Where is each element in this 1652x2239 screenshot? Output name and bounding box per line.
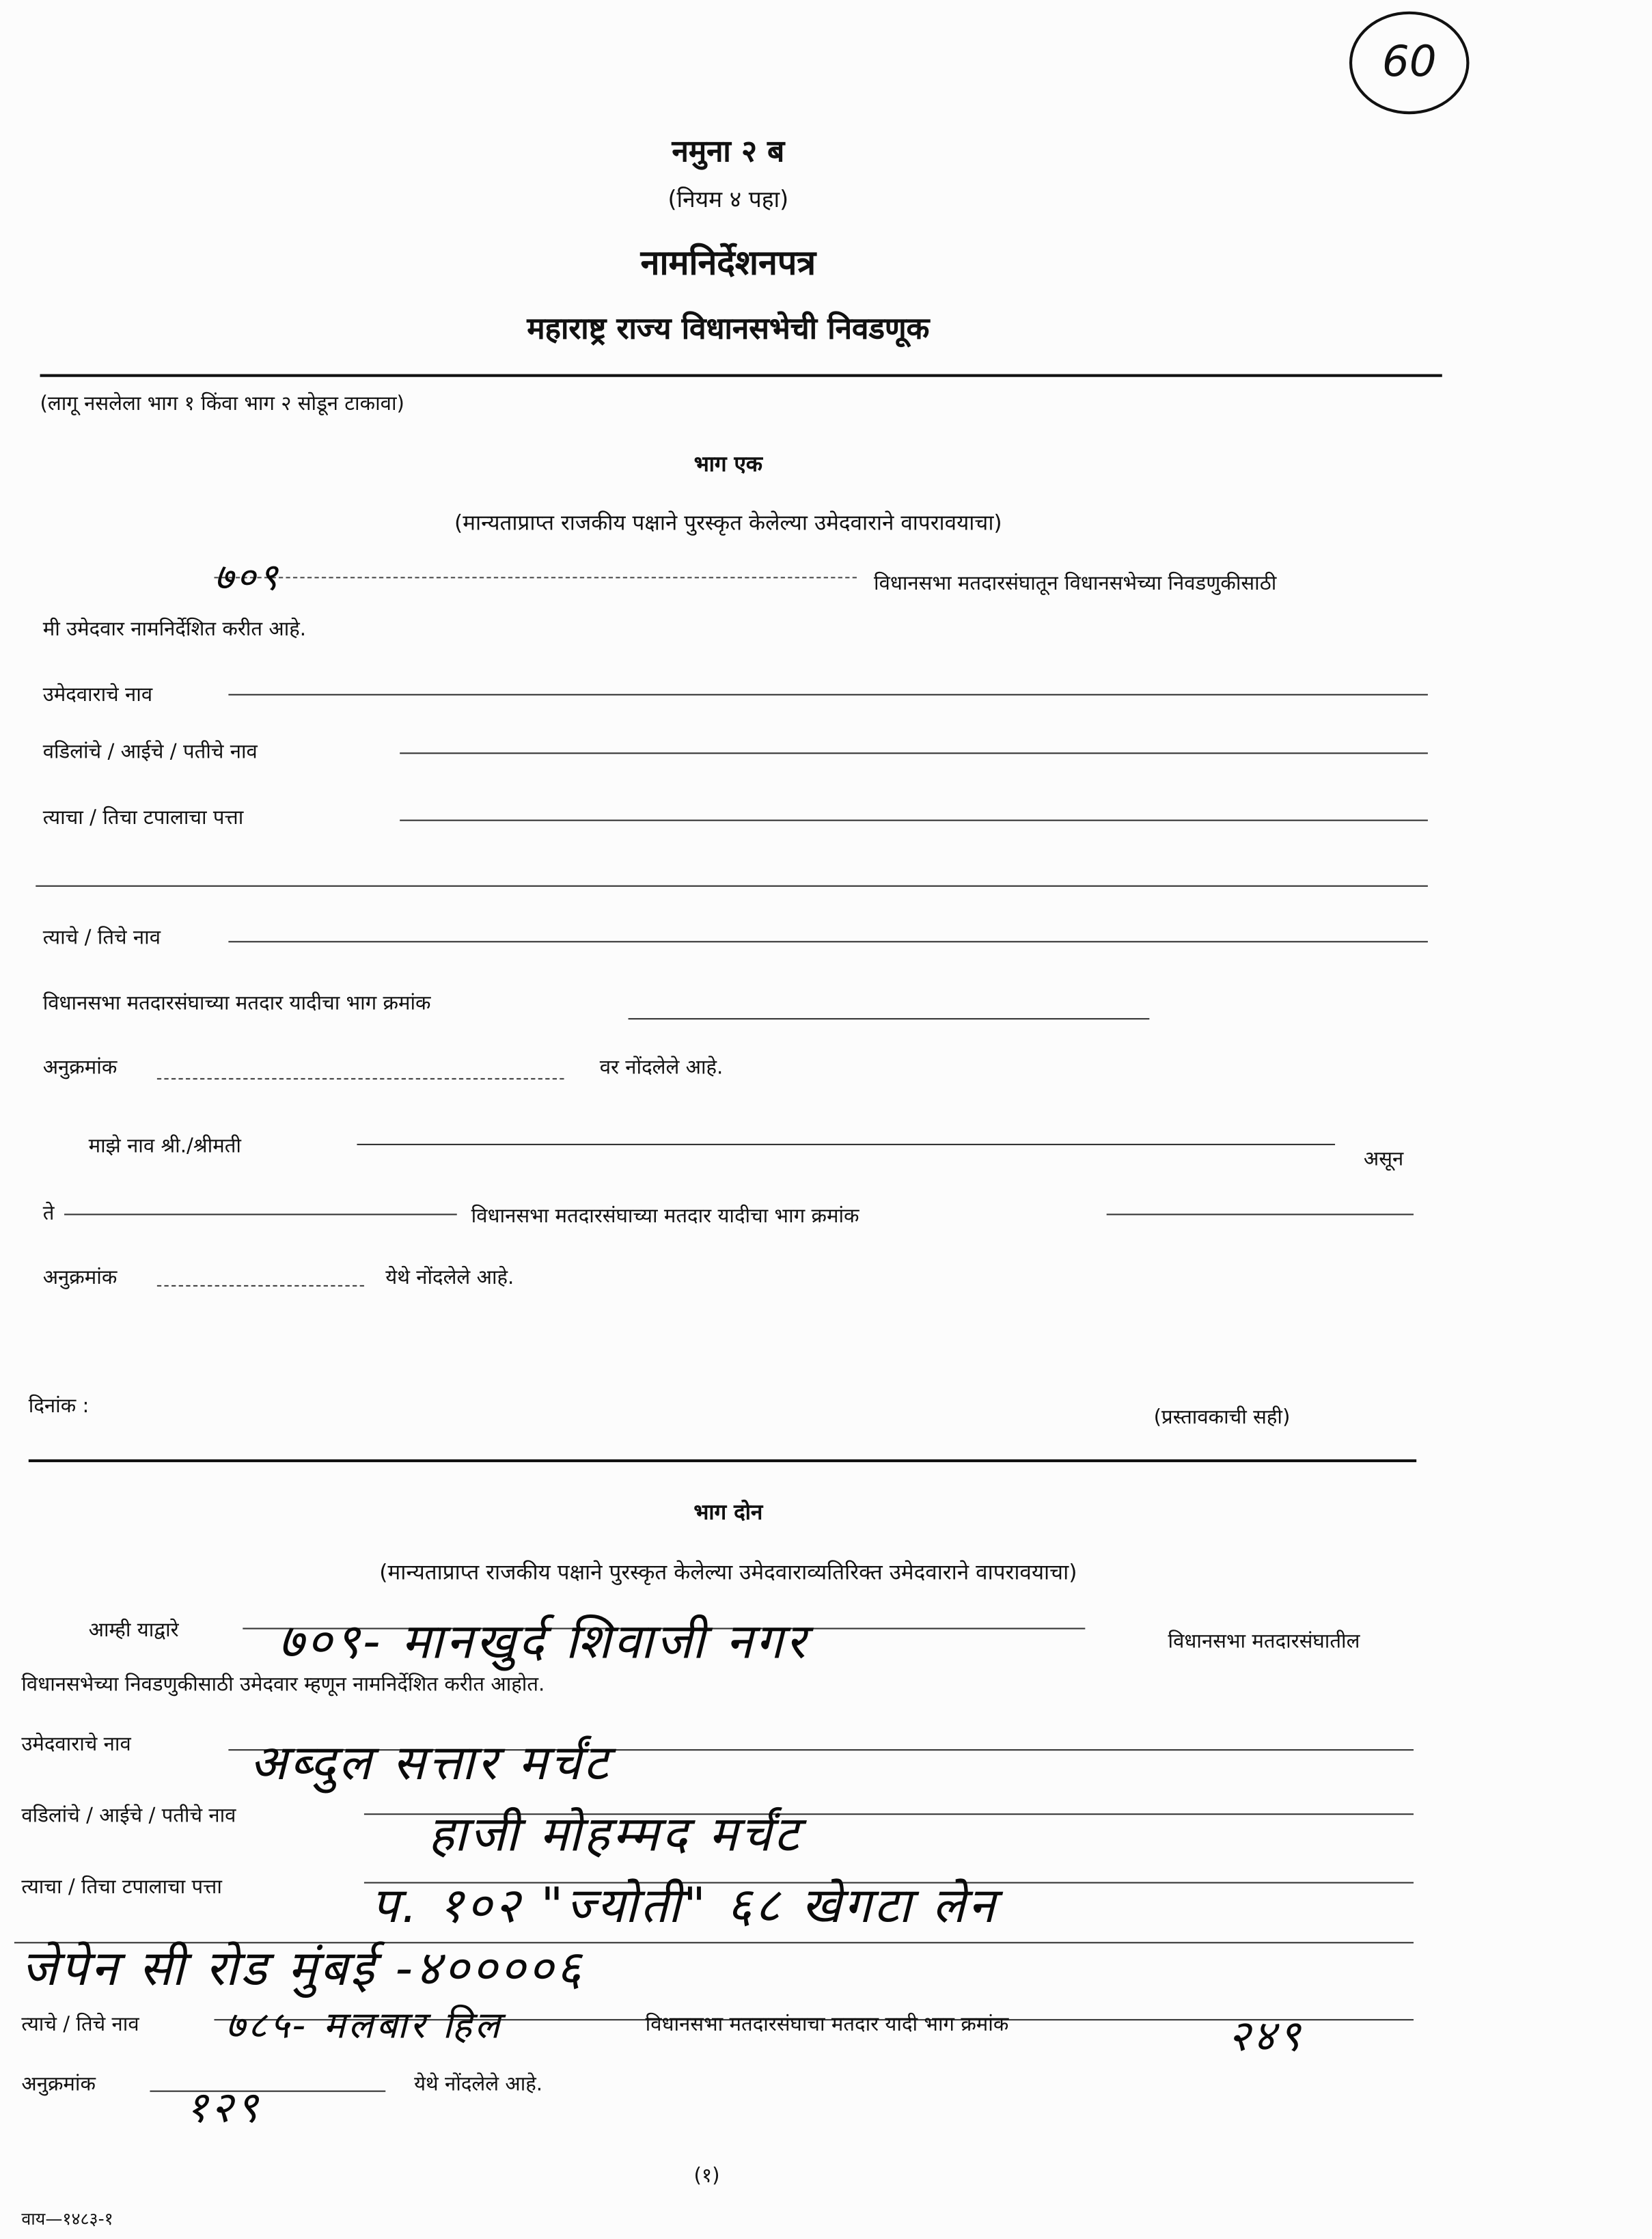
part2-roll-part-value: २४९ — [1228, 2011, 1304, 2062]
part1-serial-label: अनुक्रमांक — [42, 1056, 118, 1080]
part2-parent-name-label: वडिलांचे / आईचे / पतीचे नाव — [21, 1804, 236, 1828]
footer-page-number: (१) — [693, 2165, 720, 2188]
part2-candidate-name-label: उमेदवाराचे नाव — [21, 1733, 131, 1757]
part1-asun: असून — [1363, 1148, 1404, 1171]
rule-reference: (नियम ४ पहा) — [667, 185, 789, 213]
part1-nominate-line: मी उमेदवार नामनिर्देशित करीत आहे. — [42, 618, 307, 642]
part1-registered-at: वर नोंदलेले आहे. — [599, 1056, 724, 1080]
part2-candidate-name-value: अब्दुल सत्तार मर्चंट — [249, 1735, 611, 1792]
part1-address-label: त्याचा / तिचा टपालाचा पत्ता — [42, 806, 244, 830]
part1-my-name-field[interactable] — [357, 1144, 1335, 1145]
part1-address-field-2[interactable] — [36, 885, 1428, 887]
page-number-mark: 60 — [1381, 37, 1437, 87]
part1-te-field[interactable] — [64, 1213, 457, 1215]
part2-registered-here: येथे नोंदलेले आहे. — [414, 2073, 543, 2096]
part1-constituency-line — [214, 577, 856, 578]
instruction: (लागू नसलेला भाग १ किंवा भाग २ सोडून टाकावा) — [40, 392, 404, 416]
part1-registered-here: येथे नोंदलेले आहे. — [385, 1266, 514, 1290]
proposer-signature-label: (प्रस्तावकाची सही) — [1153, 1406, 1291, 1429]
part1-roll-part-label: विधानसभा मतदारसंघाच्या मतदार यादीचा भाग क्रमांक — [42, 992, 431, 1015]
part1-serial-field[interactable] — [157, 1078, 564, 1080]
part1-constituency-suffix: विधानसभा मतदारसंघातून विधानसभेच्या निवडणुकीसाठी — [874, 573, 1277, 596]
form-title: नामनिर्देशनपत्र — [640, 243, 816, 283]
part1-constituency-value: ७०९ — [214, 557, 281, 600]
part2-constituency-suffix: विधानसभा मतदारसंघातील — [1168, 1630, 1360, 1654]
part1-candidate-name-field[interactable] — [228, 694, 1428, 696]
part1-parent-name-field[interactable] — [400, 752, 1428, 754]
part2-address-line1: प. १०२ "ज्योती" ६८ खेगटा लेन — [371, 1878, 998, 1935]
part-divider — [29, 1459, 1416, 1462]
part1-serial-field-2[interactable] — [157, 1285, 364, 1287]
part2-his-her-name-label: त्याचे / तिचे नाव — [21, 2013, 139, 2037]
part2-constituency-value: ७०९- मानखुर्द शिवाजी नगर — [278, 1613, 809, 1671]
part1-candidate-name-label: उमेदवाराचे नाव — [42, 684, 153, 707]
part2-subheading: (मान्यताप्राप्त राजकीय पक्षाने पुरस्कृत केलेल्या उमेदवाराव्यतिरिक्त उमेदवाराने वापरावयाचा) — [379, 1559, 1077, 1585]
part2-nominate-line: विधानसभेच्या निवडणुकीसाठी उमेदवार म्हणून नामनिर्देशित करीत आहोत. — [21, 1673, 545, 1697]
part2-serial-value: १२९ — [185, 2083, 262, 2134]
part1-roll-part-field[interactable] — [629, 1018, 1150, 1019]
part1-heading: भाग एक — [693, 451, 762, 478]
part1-his-her-name-field[interactable] — [228, 941, 1428, 942]
part2-parent-name-value: हाजी मोहम्मद मर्चंट — [428, 1806, 802, 1864]
part2-heading: भाग दोन — [693, 1499, 763, 1526]
part1-his-her-name-label: त्याचे / तिचे नाव — [42, 926, 161, 950]
part2-we-hereby: आम्ही याद्वारे — [88, 1619, 179, 1643]
date-label: दिनांक : — [28, 1395, 90, 1418]
part1-roll-part-label-2: विधानसभा मतदारसंघाच्या मतदार यादीचा भाग क्रमांक — [471, 1205, 859, 1228]
page-number-circle — [1349, 12, 1470, 114]
part2-serial-label: अनुक्रमांक — [21, 2073, 96, 2096]
part1-my-name-label: माझे नाव श्री./श्रीमती — [88, 1135, 241, 1158]
part2-roll-part-label: विधानसभा मतदारसंघाचा मतदार यादी भाग क्रमांक — [645, 2013, 1009, 2037]
divider — [40, 374, 1442, 377]
footer-code: वाय—१४८३-१ — [21, 2209, 113, 2229]
part2-address-label: त्याचा / तिचा टपालाचा पत्ता — [21, 1876, 222, 1899]
part1-serial-label-2: अनुक्रमांक — [42, 1266, 118, 1290]
part2-his-her-constituency-value: ७८५- मलबार हिल — [225, 2005, 503, 2048]
part1-parent-name-label: वडिलांचे / आईचे / पतीचे नाव — [42, 741, 258, 765]
form-subtitle: महाराष्ट्र राज्य विधानसभेची निवडणूक — [527, 311, 930, 346]
form-number: नमुना २ ब — [672, 134, 785, 169]
part1-roll-part-field-2[interactable] — [1107, 1213, 1414, 1215]
part1-te: ते — [42, 1202, 55, 1226]
part1-address-field[interactable] — [400, 820, 1428, 821]
part2-address-line2: जेपेन सी रोड मुंबई -४००००६ — [21, 1940, 585, 1998]
part1-subheading: (मान्यताप्राप्त राजकीय पक्षाने पुरस्कृत केलेल्या उमेदवाराने वापरावयाचा) — [454, 510, 1002, 536]
